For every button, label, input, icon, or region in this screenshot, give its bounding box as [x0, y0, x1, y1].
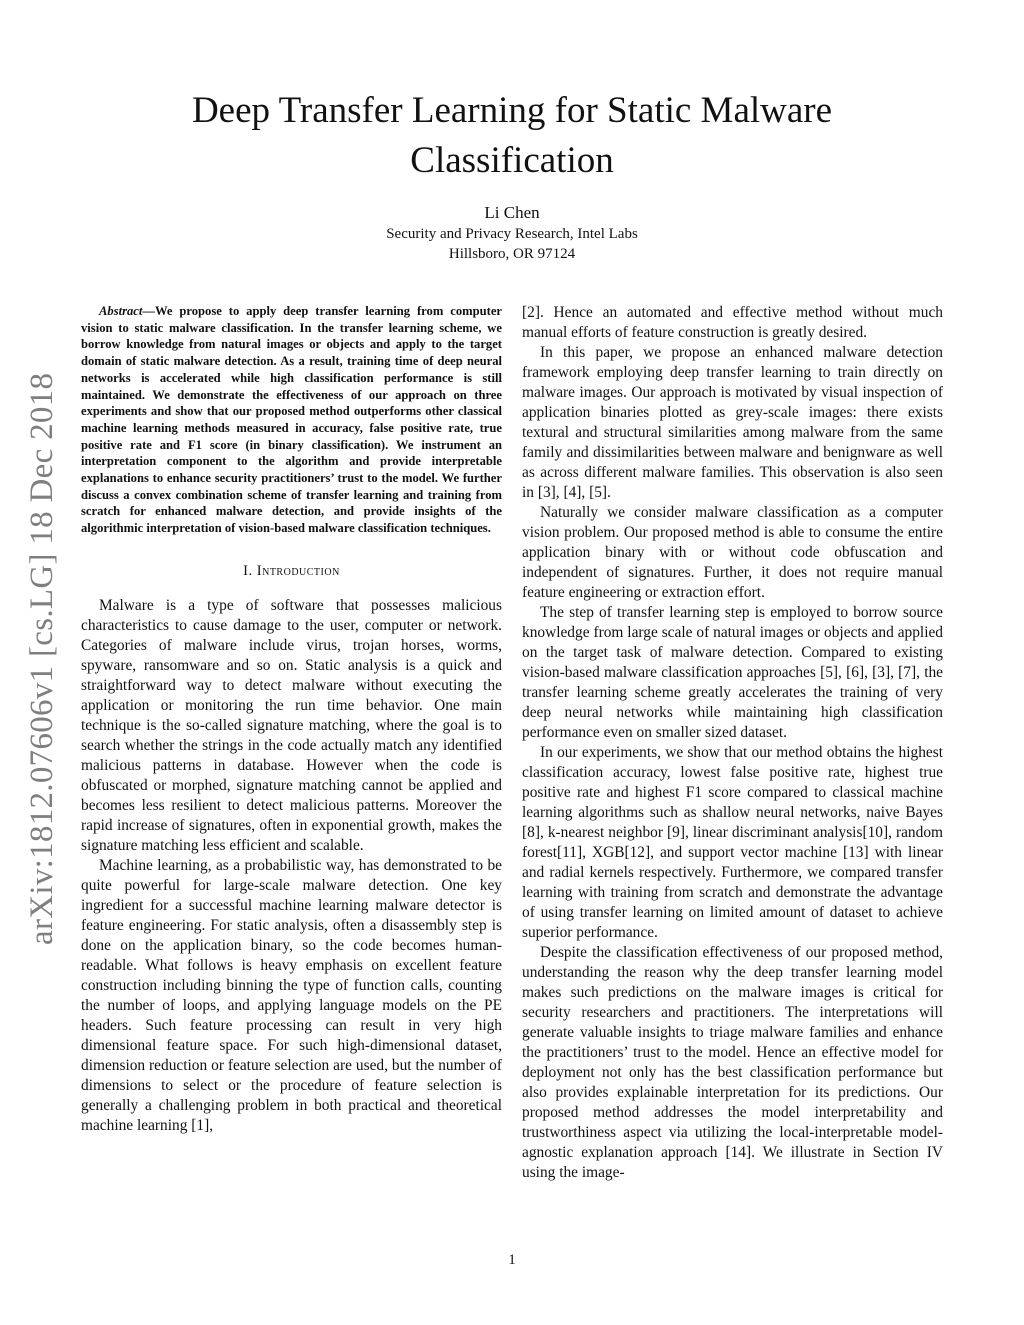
- paragraph: Malware is a type of software that possesses malicious characteristics to cause damage to the user, computer or network. Categories of malware include virus, trojan horses, worms, spyware, ransomware and so on. Static analysis is a quick and straightforward way to detect malware without executing the application or monitoring the run time behavior. One main technique is the so-called signature matching, where the goal is to search whether the strings in the code actually match any identified malicious patterns in database. However when the code is obfuscated or morphed, signature matching cannot be applied and becomes less resilient to detect malicious patterns. Moreover the rapid increase of signatures, often in exponential growth, makes the signature matching less efficient and scalable.: [81, 596, 502, 854]
- arxiv-identifier[interactable]: arXiv:1812.07606v1 [cs.LG] 18 Dec 2018: [24, 372, 60, 945]
- section-heading-introduction: [81, 561, 502, 581]
- paper-title: [80, 86, 944, 186]
- paragraph: Despite the classification effectiveness of our proposed method, understanding the reason why the deep transfer learning model makes such predictions on the malware images is critical for security researchers and practitioners. The interpretations will generate valuable insights to triage malware families and enhance the practitioners’ trust to the model. Hence an effective model for deployment not only has the best classification performance but also provides explainable interpretation for its predictions. Our proposed method addresses the model interpretability and trustworthiness aspect via utilizing the local-interpretable model-agnostic explanation approach [14]. We illustrate in Section IV using the image-: [522, 944, 943, 1181]
- abstract-text: We propose to apply deep transfer learning from computer vision to static malware classification. In the transfer learning scheme, we borrow knowledge from natural images or objects and apply to the target domain of static malware detection. As a result, training time of deep neural networks is accelerated while high classification performance is still maintained. We demonstrate the effectiveness of our approach on three experiments and show that our proposed method outperforms other classical machine learning methods measured in accuracy, false positive rate, true positive rate and F1 score (in binary classification). We instrument an interpretation component to the algorithm and provide interpretable explanations to enhance security practitioners’ trust to the model. We further discuss a convex combination scheme of transfer learning and training from scratch for enhanced malware detection, and provide insights of the algorithmic interpretation of vision-based malware classification techniques.: [81, 304, 502, 536]
- paragraph: The step of transfer learning step is employed to borrow source knowledge from large scale of natural images or objects and applied on the target task of malware detection. Compared to existing vision-based malware classification approaches [5], [6], [3], [7], the transfer learning scheme greatly accelerates the training of very deep neural networks while maintaining high classification performance even on smaller sized dataset.: [522, 604, 943, 741]
- section-title: Introduction: [256, 562, 340, 579]
- paragraph: [2]. Hence an automated and effective method without much manual efforts of feature construction is greatly desired.: [522, 304, 943, 341]
- right-column: [522, 303, 943, 1183]
- title-line-1: Deep Transfer Learning for Static Malware: [191, 90, 833, 131]
- affiliation-line-2: Hillsboro, OR 97124: [448, 246, 576, 262]
- paragraph: In our experiments, we show that our method obtains the highest classification accuracy, lowest false positive rate, highest true positive rate and highest F1 score compared to classical machine learning algorithms such as shallow neural networks, naive Bayes [8], k-nearest neighbor [9], linear discriminant analysis[10], random forest[11], XGB[12], and support vector machine [13] with linear and radial kernels respectively. Furthermore, we compared transfer learning with training from scratch and demonstrate the advantage of using transfer learning on limited amount of dataset to achieve superior performance.: [522, 744, 943, 941]
- author-name: Li Chen: [484, 203, 540, 222]
- abstract-label: Abstract: [99, 304, 143, 318]
- abstract: [81, 303, 502, 537]
- affiliation-line-1: Security and Privacy Research, Intel Labs: [386, 226, 638, 242]
- left-column: [81, 303, 502, 1136]
- paragraph: Naturally we consider malware classification as a computer vision problem. Our proposed method is able to consume the entire application binary with or without code obfuscation and independent of signatures. Further, it does not require manual feature engineering or extraction effort.: [522, 504, 943, 601]
- abstract-dash: —: [142, 304, 155, 318]
- paragraph: Machine learning, as a probabilistic way, has demonstrated to be quite powerful for large-scale malware detection. One key ingredient for a successful machine learning malware detector is feature engineering. For static analysis, often a disassembly step is done on the application binary, so the code becomes human-readable. What follows is heavy emphasis on excellent feature construction including binning the type of function calls, counting the number of loops, and applying language models on the PE headers. Such feature processing can result in very high dimensional feature space. For such high-dimensional dataset, dimension reduction or feature selection are used, but the number of dimensions to select or the procedure of feature selection is generally a challenging problem in both practical and theoretical machine learning [1],: [81, 856, 502, 1134]
- page-number: 1: [508, 1252, 516, 1268]
- paragraph: In this paper, we propose an enhanced malware detection framework employing deep transfer learning to train directly on malware images. Our approach is motivated by visual inspection of application binaries plotted as grey-scale images: there exists textural and structural similarities among malware from the same family and dissimilarities between malware and benignware as well as across different malware families. This observation is also seen in [3], [4], [5].: [522, 344, 943, 501]
- section-numeral: I.: [243, 562, 253, 579]
- title-line-2: Classification: [410, 140, 614, 181]
